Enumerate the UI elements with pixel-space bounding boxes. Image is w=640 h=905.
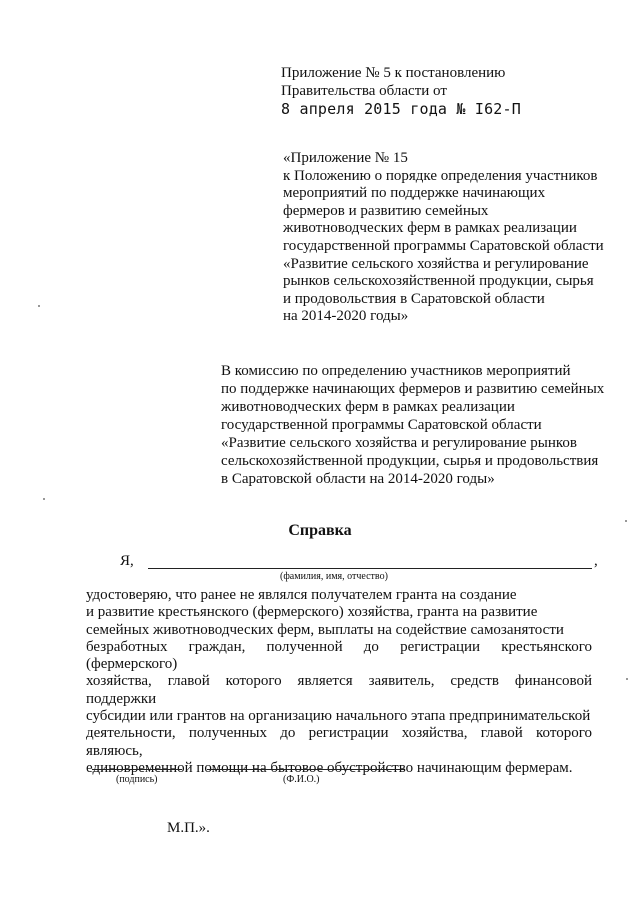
annex-line: фермеров и развитию семейных <box>283 202 489 219</box>
annex-line: и продовольствия в Саратовской области <box>283 290 545 307</box>
scan-speck <box>625 520 627 522</box>
decree-header <box>281 64 521 118</box>
stamp-place-label: М.П.». <box>167 820 210 836</box>
scan-speck <box>43 498 45 500</box>
addressee-line: «Развитие сельского хозяйства и регулирование рынков <box>221 435 578 451</box>
addressee-line: в Саратовской области на 2014-2020 годы» <box>221 471 495 487</box>
scan-speck <box>38 305 40 307</box>
addressee-block <box>221 362 604 488</box>
body-line: деятельности, полученных до регистрации хозяйства, главой которого являюсь, <box>86 725 592 759</box>
decree-date-number: 8 апреля 2015 года № I62-П <box>281 100 521 118</box>
signature-caption: (подпись) <box>116 774 158 785</box>
addressee-line: В комиссию по определению участников мероприятий <box>221 363 571 379</box>
header-line-1: Приложение № 5 к постановлению <box>281 65 506 81</box>
annex-line: мероприятий по поддержке начинающих <box>283 185 546 202</box>
body-line: безработных граждан, полученной до регистрации крестьянского (фермерского) <box>86 638 592 673</box>
body-line: семейных животноводческих ферм, выплаты на содействие самозанятости <box>86 621 564 638</box>
declarant-prefix: Я, <box>120 553 134 569</box>
body-line: хозяйства, главой которого является заявитель, средств финансовой поддержки <box>86 673 592 707</box>
header-line-2: Правительства области от <box>281 83 447 99</box>
declarant-suffix: , <box>594 553 598 569</box>
full-name-caption: (фамилия, имя, отчество) <box>280 571 388 582</box>
addressee-line: государственной программы Саратовской области <box>221 417 542 433</box>
annex-line: «Развитие сельского хозяйства и регулирование <box>283 255 589 272</box>
signature-blank-line <box>92 769 182 770</box>
full-name-blank-line <box>148 568 592 569</box>
addressee-line: сельскохозяйственной продукции, сырья и продовольствия <box>221 453 599 469</box>
annex-line: животноводческих ферм в рамках реализации <box>283 220 577 237</box>
annex-reference <box>283 150 604 326</box>
annex-line: к Положению о порядке определения участников <box>283 167 598 184</box>
printed-name-caption: (Ф.И.О.) <box>283 774 320 785</box>
addressee-line: по поддержке начинающих фермеров и развитию семейных <box>221 381 605 397</box>
body-line: субсидии или грантов на организацию начального этапа предпринимательской <box>86 708 591 725</box>
annex-line: «Приложение № 15 <box>283 150 408 166</box>
annex-line: государственной программы Саратовской области <box>283 237 604 254</box>
body-line: единовременной помощи на бытовое обустройство начинающим фермерам. <box>86 759 573 776</box>
body-line: и развитие крестьянского (фермерского) хозяйства, гранта на развитие <box>86 604 538 621</box>
certification-text <box>86 587 592 777</box>
annex-line: на 2014-2020 годы» <box>283 308 409 325</box>
document-title: Справка <box>288 522 352 539</box>
body-line: удостоверяю, что ранее не являлся получателем гранта на создание <box>86 587 517 603</box>
printed-name-blank-line <box>207 769 404 770</box>
scan-speck <box>626 678 628 680</box>
addressee-line: животноводческих ферм в рамках реализации <box>221 399 515 415</box>
annex-line: рынков сельскохозяйственной продукции, сырья <box>283 273 594 290</box>
